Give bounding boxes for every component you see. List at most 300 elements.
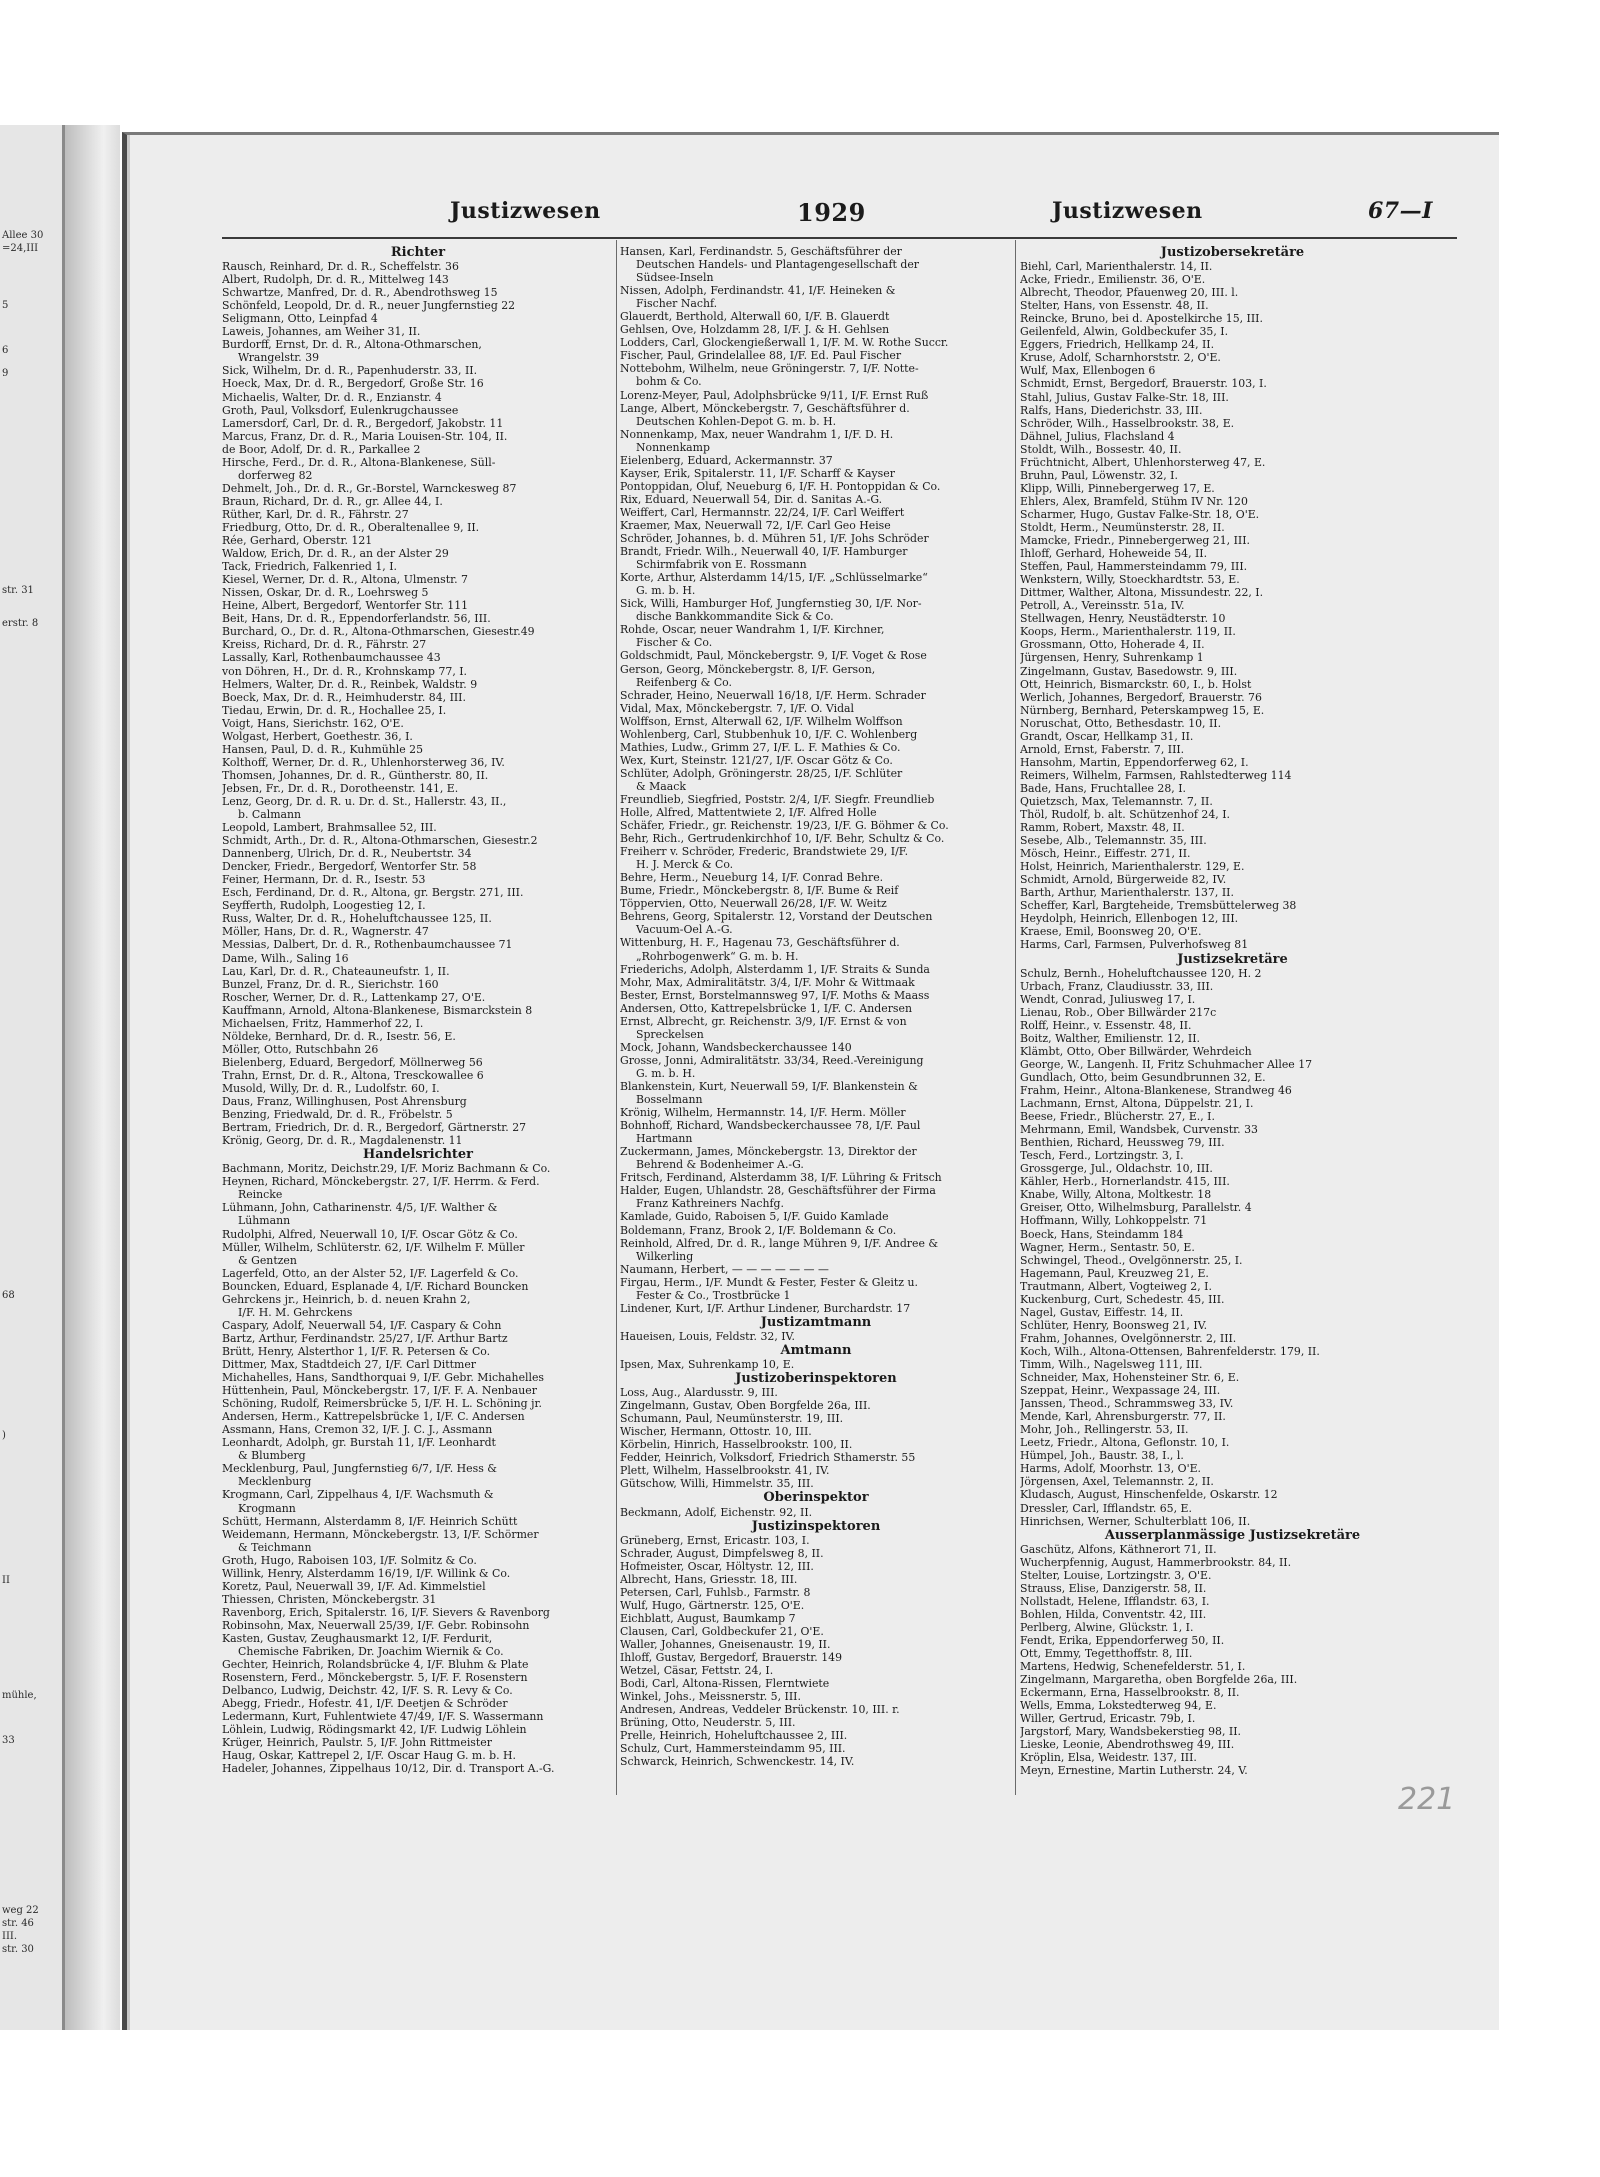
directory-entry: Ott, Heinrich, Bismarckstr. 60, I., b. Holst (1020, 677, 1252, 691)
directory-entry: Dame, Wilh., Saling 16 (222, 951, 349, 965)
directory-entry: Andersen, Herm., Kattrepelsbrücke 1, I/F. C. Andersen (222, 1410, 525, 1424)
directory-entry: Wolffson, Ernst, Alterwall 62, I/F. Wilhelm Wolffson (620, 714, 903, 728)
directory-entry: Kähler, Herb., Hornerlandstr. 415, III. (1020, 1175, 1230, 1189)
entry-continuation: Deutschen Handels- und Plantagengesellschaft der (636, 258, 920, 272)
directory-entry: Boitz, Walther, Emilienstr. 12, II. (1020, 1031, 1201, 1045)
entry-continuation: Mecklenburg (238, 1475, 312, 1489)
directory-entry: Burdorff, Ernst, Dr. d. R., Altona-Othmarschen, (222, 338, 482, 352)
entry-continuation: G. m. b. H. (636, 584, 696, 598)
directory-entry: Fritsch, Ferdinand, Alsterdamm 38, I/F. Lühring & Fritsch (620, 1171, 942, 1185)
directory-entry: Fischer, Paul, Grindelallee 88, I/F. Ed. Paul Fischer (620, 349, 902, 363)
directory-entry: Friederichs, Adolph, Alsterdamm 1, I/F. Straits & Sunda (620, 962, 930, 976)
directory-entry: Grossmann, Otto, Hoherade 4, II. (1020, 638, 1205, 652)
directory-entry: Nollstadt, Helene, Ifflandstr. 63, I. (1020, 1594, 1210, 1608)
directory-entry: Pontoppidan, Oluf, Neueburg 6, I/F. H. Pontoppidan & Co. (620, 479, 941, 493)
directory-entry: Sick, Wilhelm, Dr. d. R., Papenhuderstr. 33, II. (222, 364, 478, 378)
directory-entry: Wucherpfennig, August, Hammerbrookstr. 84, II. (1020, 1555, 1292, 1569)
directory-entry: Beit, Hans, Dr. d. R., Eppendorferlandstr. 56, III. (222, 612, 491, 626)
section-heading: Richter (390, 245, 446, 260)
directory-entry: Dähnel, Julius, Flachsland 4 (1020, 429, 1175, 443)
column-left (222, 245, 614, 1785)
directory-entry: Lühmann, John, Catharinenstr. 4/5, I/F. Walther & (222, 1201, 498, 1215)
directory-entry: Harms, Carl, Farmsen, Pulverhofsweg 81 (1020, 938, 1249, 952)
previous-page-fragment: str. 30 (2, 1944, 34, 1955)
directory-entry: Szeppat, Heinr., Wexpassage 24, III. (1020, 1384, 1221, 1398)
directory-entry: Winkel, Johs., Meissnerstr. 5, III. (620, 1690, 801, 1704)
directory-entry: Holle, Alfred, Mattentwiete 2, I/F. Alfred Holle (620, 806, 877, 820)
directory-entry: Kolthoff, Werner, Dr. d. R., Uhlenhorsterweg 36, IV. (222, 755, 505, 769)
directory-entry: Nissen, Oskar, Dr. d. R., Loehrsweg 5 (222, 586, 429, 600)
directory-entry: Helmers, Walter, Dr. d. R., Reinbek, Waldstr. 9 (222, 677, 478, 691)
directory-entry: Bartz, Arthur, Ferdinandstr. 25/27, I/F. Arthur Bartz (222, 1331, 508, 1345)
directory-entry: Wischer, Hermann, Ottostr. 10, III. (620, 1425, 812, 1439)
directory-entry: Thiessen, Christen, Mönckebergstr. 31 (222, 1592, 437, 1606)
directory-entry: Schönfeld, Leopold, Dr. d. R., neuer Jungfernstieg 22 (222, 299, 516, 313)
directory-entry: Lienau, Rob., Ober Billwärder 217c (1020, 1005, 1217, 1019)
directory-entry: Hüttenhein, Paul, Mönckebergstr. 17, I/F. F. A. Nenbauer (222, 1384, 537, 1398)
directory-entry: Mathies, Ludw., Grimm 27, I/F. L. F. Mathies & Co. (620, 740, 901, 754)
directory-entry: Ipsen, Max, Suhrenkamp 10, E. (620, 1357, 795, 1371)
directory-entry: Bielenberg, Eduard, Bergedorf, Möllnerweg 56 (222, 1055, 483, 1069)
directory-entry: Arnold, Ernst, Faberstr. 7, III. (1020, 742, 1185, 756)
directory-entry: Korte, Arthur, Alsterdamm 14/15, I/F. „Schlüsselmarke“ (620, 571, 928, 585)
directory-entry: Nürnberg, Bernhard, Peterskampweg 15, E. (1020, 703, 1265, 717)
directory-entry: Bunzel, Franz, Dr. d. R., Sierichstr. 160 (222, 977, 439, 991)
directory-entry: Mehrmann, Emil, Wandsbek, Curvenstr. 33 (1020, 1123, 1258, 1137)
entry-continuation: I/F. H. M. Gehrckens (238, 1305, 353, 1319)
entry-continuation: Fischer & Co. (636, 636, 713, 650)
directory-entry: Brandt, Friedr. Wilh., Neuerwall 40, I/F. Hamburger (620, 545, 908, 559)
directory-entry: Janssen, Theod., Schrammsweg 33, IV. (1020, 1397, 1234, 1411)
directory-entry: Caspary, Adolf, Neuerwall 54, I/F. Caspary & Cohn (222, 1318, 502, 1332)
directory-entry: Roscher, Werner, Dr. d. R., Lattenkamp 27, O'E. (222, 990, 486, 1004)
directory-entry: Krüger, Heinrich, Paulstr. 5, I/F. John Rittmeister (222, 1736, 492, 1750)
directory-entry: Brütt, Henry, Alsterthor 1, I/F. R. Petersen & Co. (222, 1344, 491, 1358)
directory-entry: Eielenberg, Eduard, Ackermannstr. 37 (620, 453, 833, 467)
directory-entry: Ott, Emmy, Tegetthoffstr. 8, III. (1020, 1647, 1193, 1661)
directory-entry: Stahl, Julius, Gustav Falke-Str. 18, III. (1020, 390, 1229, 404)
directory-entry: Schulz, Bernh., Hoheluftchaussee 120, H. 2 (1020, 966, 1262, 980)
directory-entry: Wex, Kurt, Steinstr. 121/27, I/F. Oscar Götz & Co. (620, 753, 893, 767)
entry-continuation: G. m. b. H. (636, 1066, 696, 1080)
directory-entry: Koch, Wilh., Altona-Ottensen, Bahrenfelderstr. 179, II. (1020, 1344, 1320, 1358)
directory-entry: Wetzel, Cäsar, Fettstr. 24, I. (620, 1664, 774, 1678)
previous-page-fragment: 9 (2, 368, 9, 379)
directory-entry: Möller, Hans, Dr. d. R., Wagnerstr. 47 (222, 925, 429, 939)
directory-entry: Ihloff, Gustav, Bergedorf, Brauerstr. 149 (620, 1651, 843, 1665)
directory-entry: Boeck, Max, Dr. d. R., Heimhuderstr. 84, III. (222, 690, 466, 704)
previous-page-fragment: =24,III (2, 243, 39, 254)
directory-entry: Leetz, Friedr., Altona, Geflonstr. 10, I. (1020, 1436, 1230, 1450)
directory-entry: Michaelis, Walter, Dr. d. R., Enzianstr. 4 (222, 390, 442, 404)
directory-entry: Wenkstern, Willy, Stoeckhardtstr. 53, E. (1020, 573, 1240, 587)
directory-entry: Lange, Albert, Mönckebergstr. 7, Geschäftsführer d. (620, 401, 910, 415)
entry-continuation: Wilkerling (636, 1249, 694, 1263)
directory-entry: Benzing, Friedwald, Dr. d. R., Fröbelstr. 5 (222, 1108, 453, 1122)
directory-entry: Weiffert, Carl, Hermannstr. 22/24, I/F. Carl Weiffert (620, 505, 905, 519)
directory-entry: Körbelin, Hinrich, Hasselbrookstr. 100, II. (620, 1438, 853, 1452)
entry-continuation: Chemische Fabriken, Dr. Joachim Wiernik & Co. (238, 1645, 504, 1659)
directory-entry: Schmidt, Arnold, Bürgerweide 82, IV. (1020, 873, 1227, 887)
directory-entry: Hinrichsen, Werner, Schulterblatt 106, II. (1020, 1514, 1251, 1528)
directory-entry: Hadeler, Johannes, Zippelhaus 10/12, Dir. d. Transport A.-G. (222, 1762, 555, 1776)
directory-entry: Hansen, Paul, D. d. R., Kuhmühle 25 (222, 742, 424, 756)
entry-continuation: & Maack (636, 779, 686, 793)
directory-entry: Kraemer, Max, Neuerwall 72, I/F. Carl Geo Heise (620, 518, 891, 532)
directory-entry: Mösch, Heinr., Eiffestr. 271, II. (1020, 847, 1191, 861)
directory-entry: Kauffmann, Arnold, Altona-Blankenese, Bismarckstein 8 (222, 1003, 533, 1017)
directory-entry: Gechter, Heinrich, Rolandsbrücke 4, I/F. Bluhm & Plate (222, 1658, 529, 1672)
directory-entry: Goldschmidt, Paul, Mönckebergstr. 9, I/F. Voget & Rose (620, 649, 927, 663)
directory-entry: von Döhren, H., Dr. d. R., Krohnskamp 77, I. (222, 664, 468, 678)
directory-entry: Werlich, Johannes, Bergedorf, Brauerstr. 76 (1020, 690, 1262, 704)
section-heading: Justizoberinspektoren (735, 1371, 897, 1387)
directory-entry: Rix, Eduard, Neuerwall 54, Dir. d. Sanitas A.-G. (620, 492, 883, 506)
directory-entry: Schwingel, Theod., Ovelgönnerstr. 25, I. (1020, 1253, 1243, 1267)
entry-continuation: H. J. Merck & Co. (636, 858, 734, 872)
directory-entry: Zuckermann, James, Mönckebergstr. 13, Direktor der (620, 1145, 917, 1159)
directory-entry: Behre, Herm., Neueburg 14, I/F. Conrad Behre. (620, 871, 884, 885)
directory-entry: Stelter, Hans, von Essenstr. 48, II. (1020, 299, 1209, 313)
directory-entry: Haug, Oskar, Kattrepel 2, I/F. Oscar Haug G. m. b. H. (222, 1749, 516, 1763)
section-heading: Ausserplanmässige Justizsekretäre (1104, 1527, 1361, 1543)
directory-entry: Schmidt, Arth., Dr. d. R., Altona-Othmarschen, Giesestr.2 (222, 834, 538, 848)
previous-page-fragment: mühle, (2, 1690, 37, 1701)
directory-entry: Andresen, Andreas, Veddeler Brückenstr. 10, III. r. (620, 1703, 900, 1717)
directory-entry: Nissen, Adolph, Ferdinandstr. 41, I/F. Heineken & (620, 284, 896, 298)
directory-entry: Holst, Heinrich, Marienthalerstr. 129, E. (1020, 860, 1245, 874)
directory-entry: Bruhn, Paul, Löwenstr. 32, I. (1020, 468, 1178, 482)
directory-entry: Bade, Hans, Fruchtallee 28, I. (1020, 781, 1186, 795)
directory-entry: Bester, Ernst, Borstelmannsweg 97, I/F. Moths & Maass (620, 988, 930, 1002)
directory-entry: Müller, Wilhelm, Schlüterstr. 62, I/F. Wilhelm F. Müller (222, 1240, 525, 1254)
running-head-right: Justizwesen (1052, 198, 1203, 224)
directory-entry: Mock, Johann, Wandsbeckerchaussee 140 (620, 1040, 852, 1054)
directory-entry: Hümpel, Joh., Baustr. 38, I., l. (1020, 1449, 1184, 1463)
directory-entry: Willer, Gertrud, Ericastr. 79b, I. (1020, 1712, 1196, 1726)
entry-continuation: Spreckelsen (636, 1027, 704, 1041)
directory-entry: Feiner, Hermann, Dr. d. R., Isestr. 53 (222, 873, 426, 887)
directory-entry: Heydolph, Heinrich, Ellenbogen 12, III. (1020, 912, 1239, 926)
entry-continuation: bohm & Co. (636, 375, 702, 389)
directory-entry: Jürgensen, Henry, Suhrenkamp 1 (1020, 651, 1204, 665)
directory-entry: Reincke, Bruno, bei d. Apostelkirche 15, III. (1020, 312, 1263, 326)
directory-entry: Albrecht, Theodor, Pfauenweg 20, III. l. (1020, 286, 1239, 300)
header-rule (222, 237, 1457, 239)
directory-entry: Lenz, Georg, Dr. d. R. u. Dr. d. St., Hallerstr. 43, II., (222, 794, 507, 808)
section-heading: Justizsekretäre (1177, 951, 1288, 967)
directory-entry: Eggers, Friedrich, Hellkamp 24, II. (1020, 338, 1215, 352)
directory-entry: Timm, Wilh., Nagelsweg 111, III. (1020, 1357, 1203, 1371)
directory-entry: Wulf, Hugo, Gärtnerstr. 125, O'E. (620, 1598, 805, 1612)
directory-entry: Marcus, Franz, Dr. d. R., Maria Louisen-Str. 104, II. (222, 429, 508, 443)
directory-entry: Schrader, August, Dimpfelsweg 8, II. (620, 1546, 824, 1560)
directory-entry: Rée, Gerhard, Oberstr. 121 (222, 534, 373, 548)
entry-continuation: Fester & Co., Trostbrücke 1 (636, 1288, 791, 1302)
directory-entry: Bertram, Friedrich, Dr. d. R., Bergedorf, Gärtnerstr. 27 (222, 1121, 527, 1135)
entry-continuation: dische Bankkommandite Sick & Co. (636, 610, 834, 624)
directory-entry: Stellwagen, Henry, Neustädterstr. 10 (1020, 612, 1226, 626)
directory-entry: Schwarck, Heinrich, Schwenckestr. 14, IV. (620, 1755, 855, 1769)
directory-entry: Braun, Richard, Dr. d. R., gr. Allee 44, I. (222, 494, 443, 508)
directory-entry: Früchtnicht, Albert, Uhlenhorsterweg 47, E. (1020, 455, 1266, 469)
directory-entry: Plett, Wilhelm, Hasselbrookstr. 41, IV. (620, 1464, 830, 1478)
directory-entry: Klämbt, Otto, Ober Billwärder, Wehrdeich (1020, 1044, 1252, 1058)
previous-page-edge (0, 125, 65, 2030)
directory-entry: Geilenfeld, Alwin, Goldbeckufer 35, I. (1020, 325, 1229, 339)
directory-entry: Boeck, Hans, Steindamm 184 (1020, 1227, 1184, 1241)
section-heading: Amtmann (780, 1342, 852, 1358)
directory-entry: Zingelmann, Margaretha, oben Borgfelde 26a, III. (1020, 1673, 1298, 1687)
book-gutter (65, 125, 120, 2030)
directory-entry: Abegg, Friedr., Hofestr. 41, I/F. Deetjen & Schröder (222, 1697, 508, 1711)
directory-entry: Bachmann, Moritz, Deichstr.29, I/F. Moriz Bachmann & Co. (222, 1162, 551, 1176)
directory-entry: Waldow, Erich, Dr. d. R., an der Alster 29 (222, 547, 449, 561)
entry-continuation: dorferweg 82 (238, 468, 313, 482)
directory-entry: Clausen, Carl, Goldbeckufer 21, O'E. (620, 1624, 824, 1638)
entry-continuation: Nonnenkamp (636, 440, 710, 454)
directory-entry: Kiesel, Werner, Dr. d. R., Altona, Ulmenstr. 7 (222, 573, 468, 587)
directory-entry: Wells, Emma, Lokstedterweg 94, E. (1020, 1699, 1217, 1713)
directory-entry: Albrecht, Hans, Griesstr. 18, III. (620, 1572, 798, 1586)
directory-entry: Bohlen, Hilda, Conventstr. 42, III. (1020, 1607, 1207, 1621)
directory-entry: Leopold, Lambert, Brahmsallee 52, III. (222, 821, 437, 835)
directory-entry: Schwartze, Manfred, Dr. d. R., Abendrothsweg 15 (222, 286, 498, 300)
directory-entry: Delbanco, Ludwig, Deichstr. 42, I/F. S. R. Levy & Co. (222, 1684, 513, 1698)
directory-entry: Gehrckens jr., Heinrich, b. d. neuen Krahn 2, (222, 1292, 471, 1306)
directory-entry: Willink, Henry, Alsterdamm 16/19, I/F. Willink & Co. (222, 1566, 511, 1580)
directory-entry: Mohr, Joh., Rellingerstr. 53, II. (1020, 1423, 1189, 1437)
directory-entry: Heynen, Richard, Mönckebergstr. 27, I/F. Herrm. & Ferd. (222, 1175, 540, 1189)
directory-entry: Schröder, Wilh., Hasselbrookstr. 38, E. (1020, 416, 1235, 430)
directory-entry: Beckmann, Adolf, Eichenstr. 92, II. (620, 1505, 813, 1519)
directory-entry: Trahn, Ernst, Dr. d. R., Altona, Tresckowallee 6 (222, 1068, 484, 1082)
directory-entry: Urbach, Franz, Claudiusstr. 33, III. (1020, 979, 1214, 993)
directory-entry: Rudolphi, Alfred, Neuerwall 10, I/F. Oscar Götz & Co. (222, 1227, 518, 1241)
directory-entry: Töppervien, Otto, Neuerwall 26/28, I/F. W. Weitz (620, 897, 887, 911)
directory-entry: Sesebe, Alb., Telemannstr. 35, III. (1020, 834, 1207, 848)
page-number: 67—I (1368, 198, 1433, 224)
previous-page-fragment: Allee 30 (2, 230, 44, 241)
directory-entry: Hagemann, Paul, Kreuzweg 21, E. (1020, 1266, 1209, 1280)
directory-entry: Rüther, Karl, Dr. d. R., Fährstr. 27 (222, 507, 409, 521)
directory-entry: Krogmann, Carl, Zippelhaus 4, I/F. Wachsmuth & (222, 1488, 494, 1502)
directory-entry: Andersen, Otto, Kattrepelsbrücke 1, I/F. C. Andersen (620, 1001, 912, 1015)
directory-entry: Daus, Franz, Willinghusen, Post Ahrensburg (222, 1095, 467, 1109)
column-middle (620, 245, 1012, 1785)
directory-entry: Lagerfeld, Otto, an der Alster 52, I/F. Lagerfeld & Co. (222, 1266, 519, 1280)
directory-entry: Kröplin, Elsa, Weidestr. 137, III. (1020, 1751, 1197, 1765)
directory-entry: Thöl, Rudolf, b. alt. Schützenhof 24, I. (1020, 808, 1230, 822)
directory-entry: Lodders, Carl, Glockengießerwall 1, I/F. M. W. Rothe Succr. (620, 336, 949, 350)
directory-entry: Lamersdorf, Carl, Dr. d. R., Bergedorf, Jakobstr. 11 (222, 416, 504, 430)
directory-entry: Schütt, Hermann, Alsterdamm 8, I/F. Heinrich Schütt (222, 1514, 518, 1528)
directory-entry: de Boor, Adolf, Dr. d. R., Parkallee 2 (222, 442, 421, 456)
section-heading: Justizinspektoren (751, 1518, 881, 1534)
directory-entry: Seyfferth, Rudolph, Loogestieg 12, I. (222, 899, 426, 913)
directory-entry: Rohde, Oscar, neuer Wandrahm 1, I/F. Kirchner, (620, 623, 885, 637)
directory-entry: Klipp, Willi, Pinnebergerweg 17, E. (1020, 481, 1215, 495)
directory-entry: Biehl, Carl, Marienthalerstr. 14, II. (1020, 260, 1213, 274)
entry-continuation: Wrangelstr. 39 (238, 351, 320, 365)
directory-entry: Brüning, Otto, Neuderstr. 5, III. (620, 1716, 796, 1730)
directory-entry: Jargstorf, Mary, Wandsbekerstieg 98, II. (1020, 1725, 1241, 1739)
section-heading: Justizamtmann (760, 1314, 872, 1330)
directory-entry: Nagel, Gustav, Eiffestr. 14, II. (1020, 1305, 1184, 1319)
directory-entry: Hoffmann, Willy, Lohkoppelstr. 71 (1020, 1214, 1208, 1228)
directory-entry: Lachmann, Ernst, Altona, Düppelstr. 21, I. (1020, 1097, 1254, 1111)
section-heading: Justizobersekretäre (1160, 245, 1305, 260)
entry-continuation: Reincke (238, 1188, 283, 1202)
directory-entry: Meyn, Ernestine, Martin Lutherstr. 24, V. (1020, 1764, 1248, 1778)
directory-entry: Musold, Willy, Dr. d. R., Ludolfstr. 60, I. (222, 1082, 440, 1095)
directory-entry: Beese, Friedr., Blücherstr. 27, E., I. (1020, 1110, 1215, 1124)
directory-entry: Hansen, Karl, Ferdinandstr. 5, Geschäftsführer der (620, 245, 902, 258)
entry-continuation: & Blumberg (238, 1449, 306, 1463)
directory-entry: Steffen, Paul, Hammersteindamm 79, III. (1020, 560, 1248, 574)
directory-entry: Quietzsch, Max, Telemannstr. 7, II. (1020, 794, 1213, 808)
directory-entry: Bohnhoff, Richard, Wandsbeckerchaussee 78, I/F. Paul (620, 1119, 921, 1133)
directory-entry: Grüneberg, Ernst, Ericastr. 103, I. (620, 1533, 810, 1547)
directory-entry: Petersen, Carl, Fuhlsb., Farmstr. 8 (620, 1585, 811, 1599)
directory-entry: Ihloff, Gerhard, Hoheweide 54, II. (1020, 547, 1208, 561)
running-head-left: Justizwesen (450, 198, 601, 224)
directory-entry: Blankenstein, Kurt, Neuerwall 59, I/F. Blankenstein & (620, 1080, 918, 1093)
entry-continuation: & Teichmann (238, 1540, 312, 1554)
directory-entry: Schumann, Paul, Neumünsterstr. 19, III. (620, 1412, 844, 1426)
directory-entry: Ramm, Robert, Maxstr. 48, II. (1020, 821, 1185, 835)
previous-page-fragment: 68 (2, 1290, 15, 1301)
directory-entry: Bume, Friedr., Mönckebergstr. 8, I/F. Bume & Reif (620, 884, 899, 898)
directory-entry: Dressler, Carl, Ifflandstr. 65, E. (1020, 1501, 1192, 1515)
directory-entry: Barth, Arthur, Marienthalerstr. 137, II. (1020, 886, 1234, 900)
directory-entry: Mohr, Max, Admiralitätstr. 3/4, I/F. Mohr & Wittmaak (620, 975, 915, 989)
directory-entry: Burchard, O., Dr. d. R., Altona-Othmarschen, Giesestr.49 (222, 625, 535, 639)
directory-entry: Schlüter, Henry, Boonsweg 21, IV. (1020, 1318, 1208, 1332)
directory-entry: Albert, Rudolph, Dr. d. R., Mittelweg 143 (222, 273, 449, 287)
directory-entry: Frahm, Heinr., Altona-Blankenese, Strandweg 46 (1020, 1084, 1292, 1097)
directory-entry: Jebsen, Fr., Dr. d. R., Dorotheenstr. 141, E. (222, 781, 459, 795)
previous-page-fragment: str. 46 (2, 1918, 34, 1929)
directory-entry: Reinhold, Alfred, Dr. d. R., lange Mühren 9, I/F. Andree & (620, 1236, 939, 1250)
directory-entry: Fedder, Heinrich, Volksdorf, Friedrich Sthamerstr. 55 (620, 1451, 916, 1465)
directory-entry: Vidal, Max, Mönckebergstr. 7, I/F. O. Vidal (620, 701, 855, 715)
directory-entry: Gundlach, Otto, beim Gesundbrunnen 32, E. (1020, 1070, 1266, 1084)
directory-entry: Zingelmann, Gustav, Basedowstr. 9, III. (1020, 664, 1238, 678)
directory-entry: Kludasch, August, Hinschenfelde, Oskarstr. 12 (1020, 1488, 1278, 1502)
entry-continuation: Deutschen Kohlen-Depot G. m. b. H. (636, 414, 837, 428)
directory-entry: Kreiss, Richard, Dr. d. R., Fährstr. 27 (222, 638, 427, 652)
directory-entry: Dencker, Friedr., Bergedorf, Wentorfer Str. 58 (222, 860, 477, 874)
directory-entry: Zingelmann, Gustav, Oben Borgfelde 26a, III. (620, 1399, 871, 1413)
directory-entry: Stoldt, Wilh., Bossestr. 40, II. (1020, 442, 1182, 456)
directory-entry: Wendt, Conrad, Juliusweg 17, I. (1020, 992, 1196, 1006)
directory-entry: Lorenz-Meyer, Paul, Adolphsbrücke 9/11, I/F. Ernst Ruß (620, 388, 929, 402)
directory-entry: Wolgast, Herbert, Goethestr. 36, I. (222, 729, 413, 743)
directory-entry: Kraese, Emil, Boonsweg 20, O'E. (1020, 925, 1202, 939)
entry-continuation: „Rohrbogenwerk“ G. m. b. H. (636, 949, 799, 963)
directory-entry: Seligmann, Otto, Leinpfad 4 (222, 312, 378, 326)
directory-entry: Weidemann, Hermann, Mönckebergstr. 13, I/F. Schörmer (222, 1527, 539, 1541)
directory-entry: Tesch, Ferd., Lortzingstr. 3, I. (1020, 1149, 1184, 1163)
directory-entry: Leonhardt, Adolph, gr. Burstah 11, I/F. Leonhardt (222, 1436, 496, 1450)
directory-entry: Boldemann, Franz, Brook 2, I/F. Boldemann & Co. (620, 1223, 897, 1237)
directory-entry: Schrader, Heino, Neuerwall 16/18, I/F. Herm. Schrader (620, 688, 926, 702)
directory-entry: Krönig, Georg, Dr. d. R., Magdalenenstr. 11 (222, 1134, 463, 1148)
entry-continuation: Fischer Nachf. (636, 297, 718, 311)
directory-entry: Gütschow, Willi, Himmelstr. 35, III. (620, 1477, 814, 1491)
column-divider (616, 240, 617, 1795)
directory-entry: Möller, Otto, Rutschbahn 26 (222, 1042, 379, 1056)
directory-entry: Lieske, Leonie, Abendrothsweg 49, III. (1020, 1738, 1235, 1752)
entry-continuation: Reifenberg & Co. (636, 675, 732, 689)
directory-entry: Stoldt, Herm., Neumünsterstr. 28, II. (1020, 520, 1225, 534)
directory-entry: Lau, Karl, Dr. d. R., Chateauneufstr. 1, II. (222, 964, 450, 978)
entry-continuation: b. Calmann (238, 808, 302, 822)
directory-entry: Groth, Hugo, Raboisen 103, I/F. Solmitz & Co. (222, 1553, 477, 1567)
previous-page-fragment: erstr. 8 (2, 618, 39, 629)
entry-continuation: Bosselmann (636, 1093, 703, 1107)
directory-entry: Scharmer, Hugo, Gustav Falke-Str. 18, O'E. (1020, 507, 1260, 521)
directory-entry: Eichblatt, August, Baumkamp 7 (620, 1611, 796, 1625)
directory-entry: Grossgerge, Jul., Oldachstr. 10, III. (1020, 1162, 1213, 1176)
directory-entry: Schöning, Rudolf, Reimersbrücke 5, I/F. H. L. Schöning jr. (222, 1397, 542, 1411)
year-heading: 1929 (797, 198, 866, 227)
directory-entry: Sick, Willi, Hamburger Hof, Jungfernstieg 30, I/F. Nor- (620, 597, 922, 611)
directory-entry: Nöldeke, Bernhard, Dr. d. R., Isestr. 56, E. (222, 1029, 456, 1043)
directory-entry: Ralfs, Hans, Diederichstr. 33, III. (1020, 403, 1203, 417)
directory-entry: Robinsohn, Max, Neuerwall 25/39, I/F. Gebr. Robinsohn (222, 1618, 530, 1632)
entry-continuation: Vacuum-Oel A.-G. (636, 923, 733, 937)
directory-entry: Esch, Ferdinand, Dr. d. R., Altona, gr. Bergstr. 271, III. (222, 886, 524, 900)
directory-entry: Mamcke, Friedr., Pinnebergerweg 21, III. (1020, 534, 1250, 548)
directory-entry: Knabe, Willy, Altona, Moltkestr. 18 (1020, 1188, 1212, 1202)
entry-continuation: Schirmfabrik von E. Rossmann (636, 558, 807, 572)
directory-entry: Grandt, Oscar, Hellkamp 31, II. (1020, 729, 1194, 743)
directory-entry: Kruse, Adolf, Scharnhorststr. 2, O'E. (1020, 351, 1221, 365)
previous-page-fragment: 6 (2, 345, 9, 356)
entry-continuation: Hartmann (636, 1132, 693, 1146)
directory-entry: Wulf, Max, Ellenbogen 6 (1020, 364, 1156, 378)
directory-entry: Behrens, Georg, Spitalerstr. 12, Vorstand der Deutschen (620, 910, 933, 924)
directory-entry: Nonnenkamp, Max, neuer Wandrahm 1, I/F. D. H. (620, 427, 894, 441)
directory-entry: Gaschütz, Alfons, Käthnerort 71, II. (1020, 1542, 1217, 1556)
directory-entry: Perlberg, Alwine, Glückstr. 1, I. (1020, 1620, 1194, 1634)
directory-entry: Stelter, Louise, Lortzingstr. 3, O'E. (1020, 1568, 1212, 1582)
directory-entry: Koops, Herm., Marienthalerstr. 119, II. (1020, 625, 1236, 639)
directory-entry: Haueisen, Louis, Feldstr. 32, IV. (620, 1329, 795, 1343)
previous-page-fragment: 33 (2, 1735, 15, 1746)
directory-entry: Rolff, Heinr., v. Essenstr. 48, II. (1020, 1018, 1192, 1032)
directory-entry: Bouncken, Eduard, Esplanade 4, I/F. Richard Bouncken (222, 1279, 529, 1293)
directory-entry: Kayser, Erik, Spitalerstr. 11, I/F. Scharff & Kayser (620, 466, 895, 480)
column-divider (1015, 240, 1016, 1795)
directory-entry: Strauss, Elise, Danzigerstr. 58, II. (1020, 1581, 1207, 1595)
directory-entry: Michaelsen, Fritz, Hammerhof 22, I. (222, 1016, 424, 1030)
directory-entry: Heine, Albert, Bergedorf, Wentorfer Str. 111 (222, 599, 469, 613)
directory-entry: Petroll, A., Vereinsstr. 51a, IV. (1020, 599, 1185, 613)
directory-entry: Ehlers, Alex, Bramfeld, Stühm IV Nr. 120 (1020, 494, 1248, 508)
directory-entry: Ravenborg, Erich, Spitalerstr. 16, I/F. Sievers & Ravenborg (222, 1605, 550, 1619)
directory-entry: George, W., Langenh. II, Fritz Schuhmacher Allee 17 (1020, 1057, 1313, 1071)
directory-entry: Lindener, Kurt, I/F. Arthur Lindener, Burchardstr. 17 (620, 1301, 911, 1315)
directory-entry: Tiedau, Erwin, Dr. d. R., Hochallee 25, I. (222, 703, 447, 717)
directory-entry: Rausch, Reinhard, Dr. d. R., Scheffelstr. 36 (222, 260, 459, 274)
directory-entry: Schröder, Johannes, b. d. Mühren 51, I/F. Johs Schröder (620, 532, 929, 546)
directory-entry: Schneider, Max, Hohensteiner Str. 6, E. (1020, 1371, 1240, 1385)
directory-entry: Hansohm, Martin, Eppendorferweg 62, I. (1020, 755, 1249, 769)
directory-entry: Fendt, Erika, Eppendorferweg 50, II. (1020, 1633, 1225, 1647)
